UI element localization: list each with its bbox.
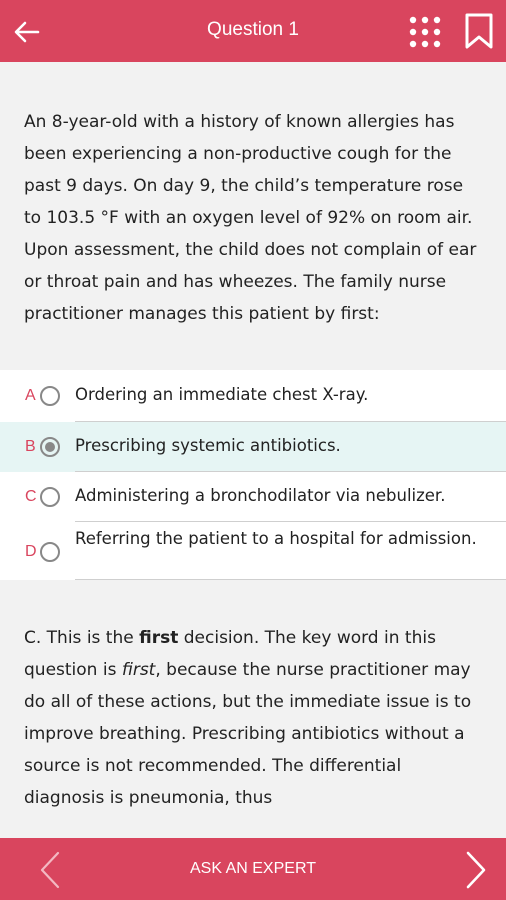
option-a[interactable] — [0, 370, 506, 422]
option-letter: C — [25, 488, 37, 505]
explanation-bold-word: first — [139, 628, 179, 648]
ask-an-expert-button[interactable]: ASK AN EXPERT — [190, 860, 316, 877]
option-label: Administering a bronchodilator via nebulizer. — [75, 486, 446, 505]
radio-button[interactable] — [40, 386, 60, 406]
option-letter: B — [25, 438, 36, 455]
page-title: Question 1 — [207, 19, 299, 40]
option-c[interactable] — [0, 472, 506, 522]
answer-explanation — [24, 622, 484, 814]
top-app-bar — [0, 0, 506, 62]
question-content[interactable] — [0, 62, 506, 838]
answer-options — [0, 370, 506, 580]
question-text: An 8-year-old with a history of known allergies has been experiencing a non-productive cough for the past 9 days. On day 9, the child’s temperature rose to 103.5 °F with an oxygen level of 92% on room air. Upon assessment, the child does not complain of ear or throat pain and has wheezes. The family nurse practitioner manages this patient by first: — [24, 112, 477, 324]
chevron-left-icon[interactable] — [36, 850, 64, 890]
option-label: Ordering an immediate chest X-ray. — [75, 385, 369, 404]
option-letter: A — [25, 387, 36, 404]
option-label: Prescribing systemic antibiotics. — [75, 436, 341, 455]
option-b[interactable] — [0, 422, 506, 472]
explanation-italic-word: first — [121, 660, 156, 680]
bookmark-icon[interactable] — [464, 12, 494, 50]
divider — [75, 579, 506, 580]
explanation-text: , because the nurse practitioner may do all of these actions, but the immediate issue is to improve breathing. Prescribing antibiotics without a source is not recommended. The differential diagnosis is pneumonia, thus — [24, 660, 472, 808]
option-label: Referring the patient to a hospital for admission. — [75, 529, 477, 548]
radio-button-selected[interactable] — [40, 437, 60, 457]
chevron-right-icon[interactable] — [462, 850, 490, 890]
option-letter: D — [25, 543, 37, 560]
bottom-navigation-bar — [0, 838, 506, 900]
radio-button[interactable] — [40, 542, 60, 562]
grid-dots-icon[interactable] — [408, 15, 442, 49]
radio-button[interactable] — [40, 487, 60, 507]
option-d[interactable] — [0, 522, 506, 580]
explanation-text: decision. The key word in this question is — [24, 628, 436, 680]
explanation-text: C. This is the — [24, 628, 140, 648]
radio-dot — [45, 442, 55, 452]
